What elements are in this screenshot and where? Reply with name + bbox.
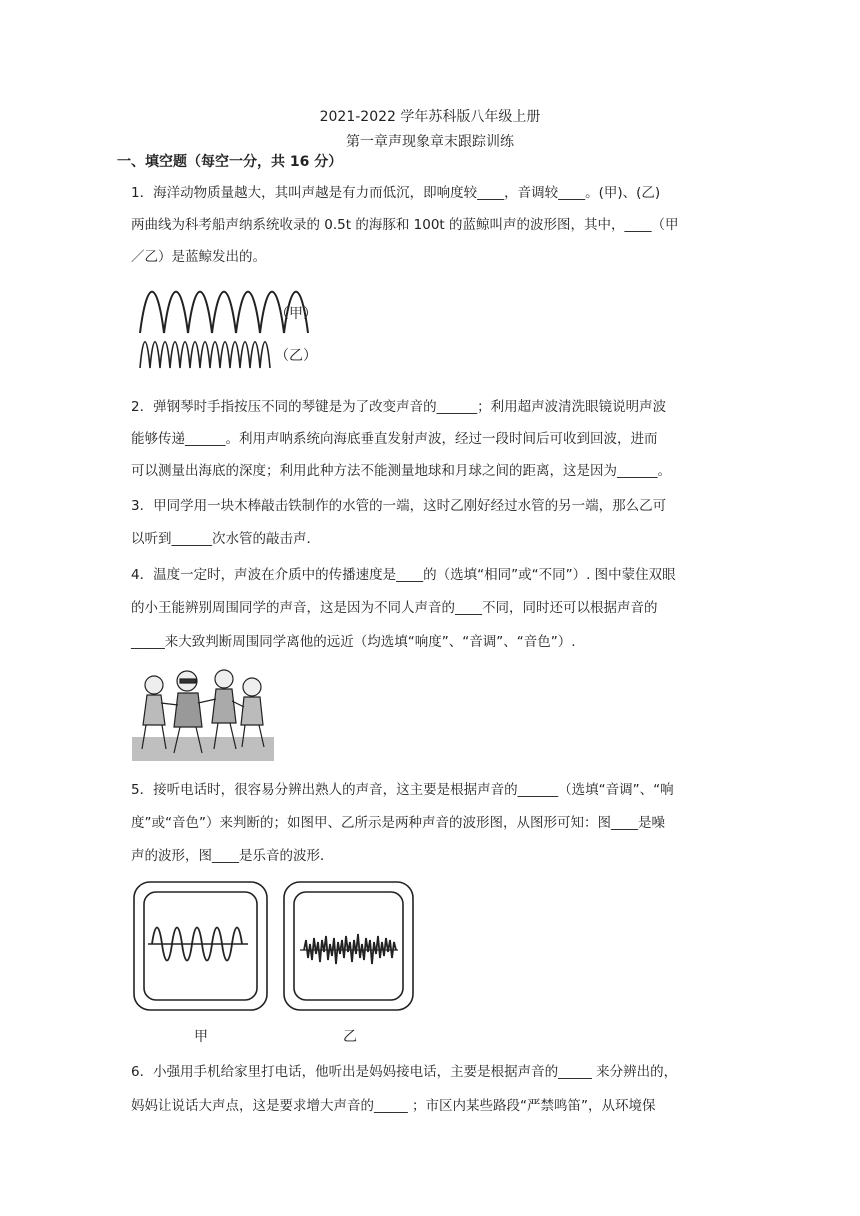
q6-line-2: 妈妈让说话大声点，这是要求增大声音的_____ ；市区内某些路段“严禁鸣笛”，从环境保: [131, 1098, 656, 1114]
noise-wave: [304, 934, 396, 964]
q5-oscilloscope-figure: [132, 880, 417, 1050]
q1-fig-label-b: （乙）: [275, 348, 317, 364]
q1-line-1: 1．海洋动物质量越大，其叫声越是有力而低沉，即响度较____，音调较____。(甲)、(乙): [131, 185, 661, 201]
screen-frame-a: [134, 882, 267, 1010]
q3-line-2: 以听到______次水管的敲击声．: [131, 531, 320, 547]
blindfold-children-illustration: [132, 663, 274, 761]
q1-line-2: 两曲线为科考船声纳系统收录的 0.5t 的海豚和 100t 的蓝鲸叫声的波形图，其中，____（甲: [131, 217, 679, 233]
q1-line-3: ／乙）是蓝鲸发出的。: [131, 249, 266, 265]
q3-line-1: 3．甲同学用一块木棒敲击铁制作的水管的一端，这时乙刚好经过水管的另一端，那么乙可: [131, 498, 667, 514]
waveform-b: [140, 342, 270, 368]
q2-line-3: 可以测量出海底的深度；利用此种方法不能测量地球和月球之间的距离，这是因为______。: [131, 463, 671, 479]
q1-fig-label-a: （甲）: [275, 306, 317, 322]
q4-line-1: 4．温度一定时，声波在介质中的传播速度是____的（选填“相同”或“不同”）. 图中蒙住双眼: [131, 567, 676, 583]
section-heading: 一、填空题（每空一分，共 16 分）: [117, 154, 343, 170]
q5-line-3: 声的波形，图____是乐音的波形．: [131, 848, 334, 864]
screen-inner-a: [144, 892, 257, 1000]
q4-line-3: _____来大致判断周围同学离他的远近（均选填“响度”、“音调”、“音色”）.: [131, 634, 576, 650]
doc-title: 2021-2022 学年苏科版八年级上册: [319, 109, 541, 125]
q4-line-2: 的小王能辨别周围同学的声音，这是因为不同人声音的____不同，同时还可以根据声音的: [131, 600, 658, 616]
doc-subtitle: 第一章声现象章末跟踪训练: [346, 134, 514, 150]
q6-line-1: 6．小强用手机给家里打电话，他听出是妈妈接电话，主要是根据声音的_____ 来分辨出的，: [131, 1064, 678, 1080]
q2-line-2: 能够传递______。利用声呐系统向海底垂直发射声波，经过一段时间后可收到回波，进而: [131, 431, 658, 447]
q5-fig-label-b: 乙: [343, 1029, 357, 1045]
q5-fig-label-a: 甲: [194, 1029, 208, 1045]
q5-line-1: 5．接听电话时，很容易分辨出熟人的声音，这主要是根据声音的______（选填“音调”、“响: [131, 782, 674, 798]
q1-waveform-figure: [130, 278, 330, 378]
q5-line-2: 度”或“音色”）来判断的；如图甲、乙所示是两种声音的波形图，从图形可知：图____是噪: [131, 815, 665, 831]
q2-line-1: 2．弹钢琴时手指按压不同的琴键是为了改变声音的______；利用超声波清洗眼镜说明声波: [131, 399, 667, 415]
